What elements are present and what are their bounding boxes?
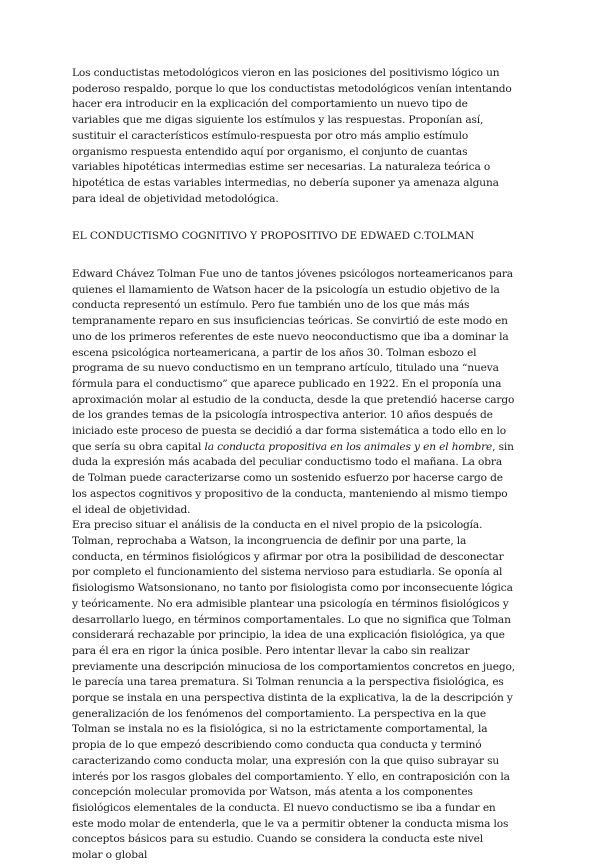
document-page — [72, 66, 516, 864]
intro-paragraph: Los conductistas metodológicos vieron en las posiciones del positivismo lógico un poderoso respaldo, porque lo que los conductistas metodológicos venían intentando hacer era introducir en la explicación del comportamiento un nuevo tipo de variables que me digas siguiente los estímulos y las respuestas. Proponían así, sustituir el característicos estímulo-respuesta por otro más amplio estímulo organismo respuesta entendido aquí por organismo, el conjunto de cuantas variables hipotéticas intermedias estime ser necesarias. La naturaleza teórica o hipotética de estas variables intermedias, no debería suponer ya amenaza alguna para ideal de objetividad metodológica. — [72, 67, 512, 205]
paragraph-text-segment: Edward Chávez Tolman Fue uno de tantos jóvenes psicólogos norteamericanos para quienes el llamamiento de Watson hacer de la psicología un estudio objetivo de la conducta representó un estímulo. Pero fue también uno de los que más más tempranamente reparo en sus insuficiencias teóricas. Se convirtió de este modo en uno de los primeros referentes de este nuevo neoconductismo que iba a dominar la escena psicológica norteamericana, a partir de los años 30. Tolman esbozo el programa de su nuevo conductismo en un temprano artículo, titulado una “nueva fórmula para el conductismo” que aparece publicado en 1922. En el proponía una aproximación molar al estudio de la conducta, desde la que pretendió hacerse cargo de los grandes temas de la psicología introspectiva anterior. 10 años después de iniciado este proceso de puesta se decidió a dar forma sistemática a todo ello en lo que sería su obra capital — [72, 268, 515, 453]
paragraph-text-segment: , sin duda la expresión más acabada del peculiar conductismo todo el mañana. La obra de Tolman puede caracterizarse como un sostenido esfuerzo por hacerse cargo de los aspectos cognitivos y propositivo de la conducta, manteniendo al mismo tiempo el ideal de objetividad. — [72, 440, 514, 516]
molar-behavior-paragraph: Era preciso situar el análisis de la conducta en el nivel propio de la psicología. Tolman, reprochaba a Watson, la incongruencia de definir por una parte, la conducta, en términos fisiológicos y afirmar por otra la posibilidad de desconectar por completo el funcionamiento del sistema nervioso para estudiarla. Se oponía al fisiologismo Watsonsionano, no tanto por fisiologista como por inconsecuente lógica y teóricamente. No era admisible plantear una psicología en términos fisiológicos y desarrollarlo luego, en términos comportamentales. Lo que no significa que Tolman considerará rechazable por principio, la idea de una explicación fisiológica, ya que para él era en rigor la única posible. Pero intentar llevar la cabo sin realizar previamente una descripción minuciosa de los comportamientos concretos en juego, le parecía una tarea prematura. Si Tolman renuncia a la perspectiva fisiológica, es porque se instala en una perspectiva distinta de la explicativa, la de la descripción y generalización de los fenómenos del comportamiento. La perspectiva en la que Tolman se instala no es la fisiológica, si no la estrictamente comportamental, la propia de lo que empezó describiendo como conducta qua conducta y terminó caracterizando como conducta molar, una expresión con la que quiso subrayar su interés por los rasgos globales del comportamiento. Y ello, en contraposición con la concepción molecular promovida por Watson, más atenta a los componentes fisiológicos elementales de la conducta. El nuevo conductismo se iba a fundar en este modo molar de entenderla, que le va a permitir obtener la conducta misma los conceptos básicos para su estudio. Cuando se considera la conducta este nivel molar o global — [72, 519, 515, 862]
section-heading: EL CONDUCTISMO COGNITIVO Y PROPOSITIVO DE EDWAED C.TOLMAN — [72, 230, 475, 243]
tolman-intro-paragraph — [72, 267, 516, 518]
book-title: la conducta propositiva en los animales y en el hombre — [204, 440, 493, 453]
